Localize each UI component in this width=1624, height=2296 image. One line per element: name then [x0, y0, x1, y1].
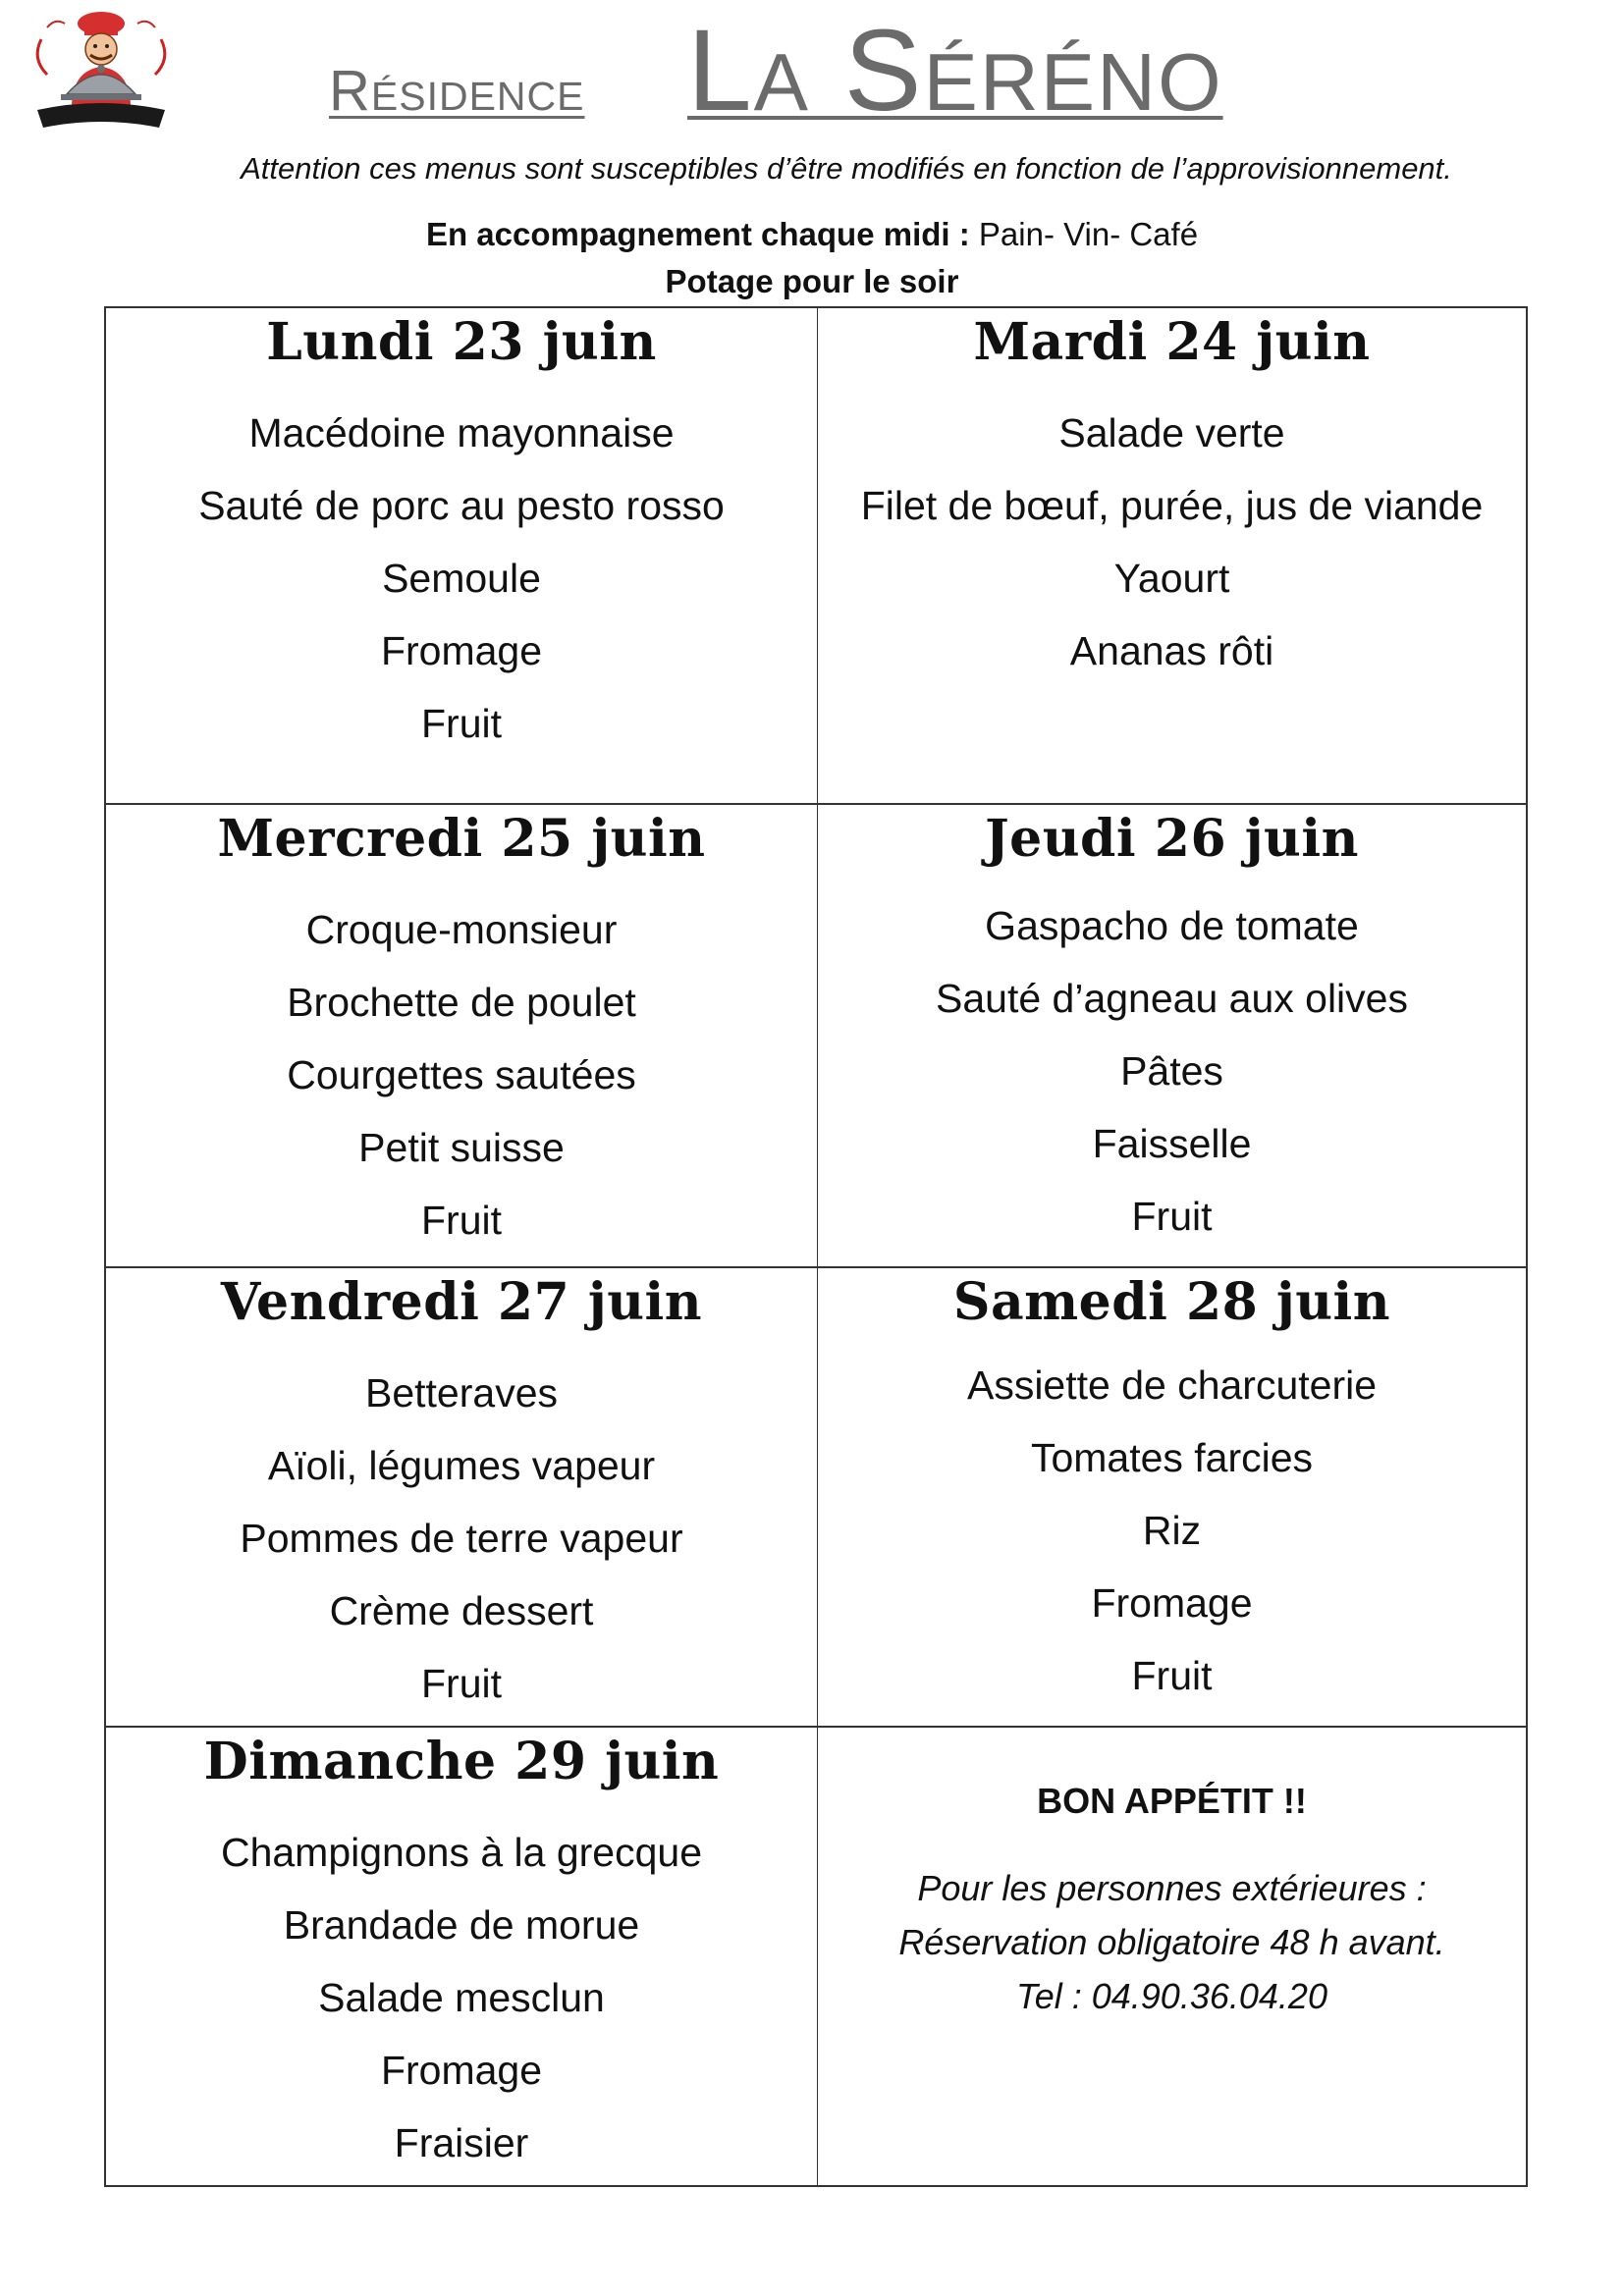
day-cell-tuesday — [818, 308, 1526, 803]
menu-item: Crème dessert — [329, 1588, 594, 1633]
accompaniment-value: Pain- Vin- Café — [978, 216, 1199, 252]
day-cell-thursday — [818, 803, 1526, 1266]
menu-item: Croque-monsieur — [305, 907, 618, 952]
reservation-info — [818, 1861, 1526, 2023]
menu-item: Fruit — [421, 1661, 502, 1706]
evening-note: Potage pour le soir — [665, 263, 959, 299]
info-cell — [818, 1726, 1526, 2185]
day-title: Dimanche 29 juin — [203, 1732, 720, 1791]
menu-item: Courgettes sautées — [287, 1052, 636, 1097]
menu-item: Betteraves — [365, 1370, 558, 1415]
residence-label: Résidence — [329, 59, 585, 123]
day-title: Samedi 28 juin — [952, 1272, 1391, 1332]
menu-item: Faisselle — [1092, 1121, 1252, 1166]
reservation-line: Réservation obligatoire 48 h avant. — [898, 1922, 1445, 1962]
menu-item: Petit suisse — [358, 1125, 565, 1170]
weekly-menu-grid — [104, 306, 1528, 2187]
menu-item: Pâtes — [1120, 1048, 1223, 1094]
menu-item: Semoule — [382, 556, 541, 601]
menu-item: Ananas rôti — [1069, 628, 1274, 673]
menu-item: Tomates farcies — [1030, 1435, 1314, 1480]
menu-logo — [27, 10, 175, 167]
menu-item: Gaspacho de tomate — [985, 903, 1359, 948]
menu-item: Fruit — [1131, 1653, 1213, 1698]
menu-item: Pommes de terre vapeur — [240, 1516, 683, 1561]
menu-item: Yaourt — [1113, 556, 1230, 601]
menu-item: Filet de bœuf, purée, jus de viande — [860, 483, 1484, 528]
menu-item: Fruit — [421, 701, 502, 746]
menu-item: Fromage — [380, 628, 543, 673]
menu-item: Fruit — [1131, 1194, 1213, 1239]
accompaniment-line — [0, 214, 1624, 255]
menu-item: Sauté de porc au pesto rosso — [198, 483, 725, 528]
menu-item: Riz — [1142, 1508, 1202, 1553]
day-title: Lundi 23 juin — [266, 312, 657, 372]
menu-item: Sauté d’agneau aux olives — [936, 976, 1408, 1021]
day-cell-saturday — [818, 1266, 1526, 1726]
day-title: Mercredi 25 juin — [217, 809, 706, 869]
chef-icon — [27, 10, 175, 133]
menu-item: Fraisier — [394, 2120, 529, 2165]
logo-text: Menu — [52, 125, 150, 159]
menu-item: Salade verte — [1058, 410, 1285, 455]
day-title: Mardi 24 juin — [973, 312, 1371, 372]
menu-item: Brochette de poulet — [287, 980, 636, 1025]
day-cell-monday — [106, 308, 818, 803]
residence-name: La Séréno — [687, 6, 1223, 135]
supply-warning: Attention ces menus sont susceptibles d’être modifiés en fonction de l’approvisionnement. — [241, 151, 1452, 186]
accompaniment-label: En accompagnement chaque midi : — [425, 216, 970, 252]
menu-item: Macédoine mayonnaise — [248, 410, 675, 455]
day-title: Vendredi 27 juin — [220, 1272, 703, 1332]
bon-appetit-text: BON APPÉTIT !! — [1037, 1781, 1307, 1821]
day-title: Jeudi 26 juin — [985, 809, 1359, 869]
external-guests-line: Pour les personnes extérieures : — [917, 1868, 1427, 1908]
menu-item: Fruit — [421, 1198, 502, 1243]
phone-line: Tel : 04.90.36.04.20 — [1016, 1976, 1327, 2016]
menu-item: Brandade de morue — [283, 1902, 640, 1948]
menu-item: Assiette de charcuterie — [966, 1362, 1378, 1408]
menu-item: Fromage — [380, 2048, 543, 2093]
menu-item: Salade mesclun — [318, 1975, 605, 2020]
day-cell-sunday — [106, 1726, 818, 2185]
menu-item: Aïoli, légumes vapeur — [267, 1443, 656, 1488]
menu-item: Champignons à la grecque — [220, 1830, 703, 1875]
menu-item: Fromage — [1091, 1580, 1253, 1626]
day-cell-friday — [106, 1266, 818, 1726]
day-cell-wednesday — [106, 803, 818, 1266]
